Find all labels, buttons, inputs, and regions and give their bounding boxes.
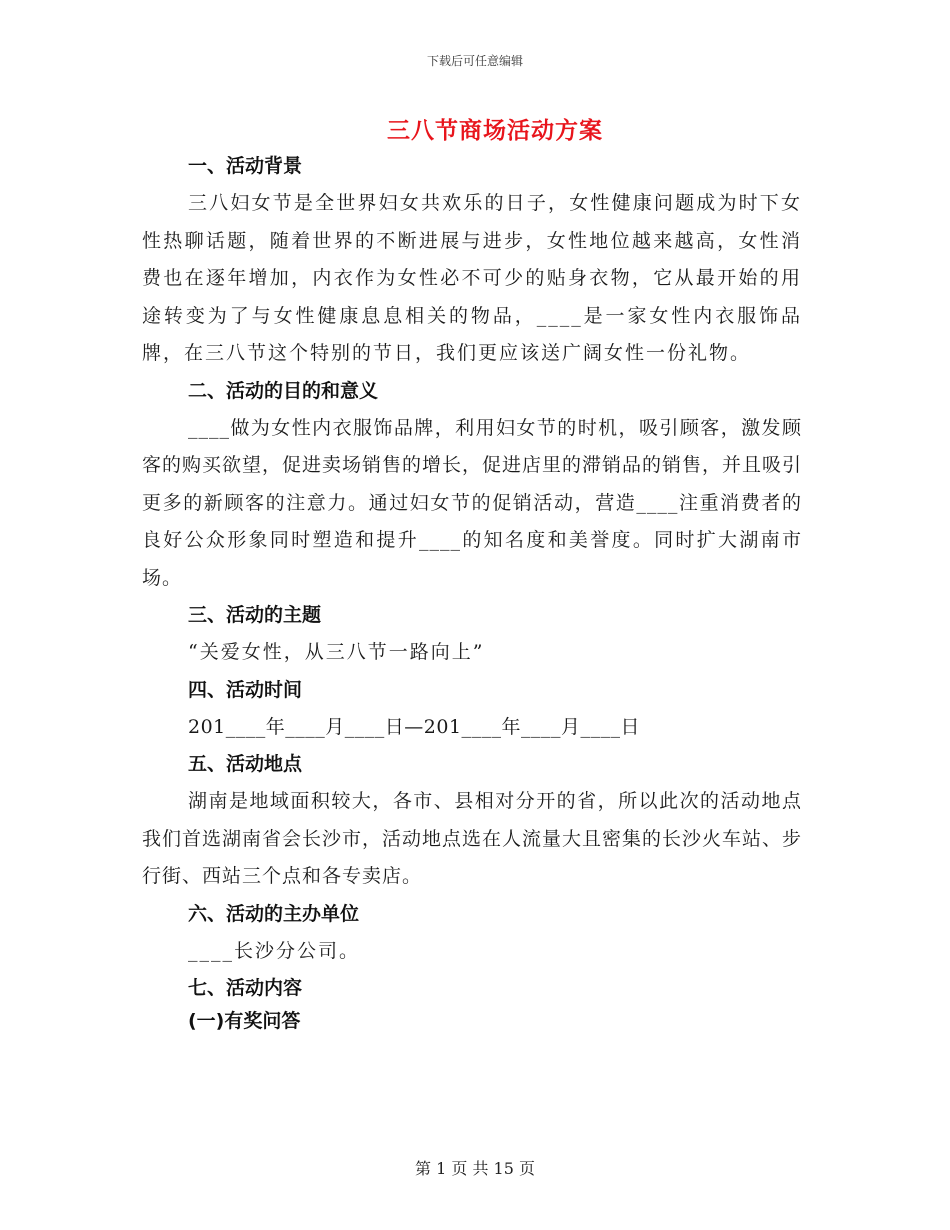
section-heading-content: 七、活动内容 (188, 977, 303, 999)
paragraph-organizer: ____长沙分公司。 (188, 939, 361, 962)
paragraph-time: 201____年____月____日—201____年____月____日 (188, 715, 641, 738)
section-heading-theme: 三、活动的主题 (188, 604, 322, 626)
section-heading-location: 五、活动地点 (188, 753, 303, 775)
paragraph-purpose: ____做为女性内衣服饰品牌，利用妇女节的时机，吸引顾客，激发顾客的购买欲望，促进卖场销售的增长，促进店里的滞销品的销售，并且吸引更多的新顾客的注意力。通过妇女节的促销活动，营造____注重消费者的良好公众形象同时塑造和提升____的知名度和美誉度。同时扩大湖南市场。 (142, 416, 803, 589)
document-body (142, 148, 802, 1040)
section-heading-background: 一、活动背景 (188, 155, 303, 177)
paragraph-location: 湖南是地域面积较大，各市、县相对分开的省，所以此次的活动地点我们首选湖南省会长沙市，活动地点选在人流量大且密集的长沙火车站、步行街、西站三个点和各专卖店。 (142, 790, 803, 887)
section-heading-purpose: 二、活动的目的和意义 (188, 379, 379, 402)
section-heading-organizer: 六、活动的主办单位 (188, 902, 360, 925)
section-heading-time: 四、活动时间 (188, 678, 303, 701)
page-header-note: 下载后可任意编辑 (426, 54, 523, 68)
document-title: 三八节商场活动方案 (387, 118, 603, 144)
subsection-heading-quiz: (一)有奖问答 (188, 1010, 301, 1032)
paragraph-theme: “关爱女性，从三八节一路向上” (188, 641, 485, 663)
paragraph-background: 三八妇女节是全世界妇女共欢乐的日子，女性健康问题成为时下女性热聊话题，随着世界的不断进展与进步，女性地位越来越高，女性消费也在逐年增加，内衣作为女性必不可少的贴身衣物，它从最开始的用途转变为了与女性健康息息相关的物品，____是一家女性内衣服饰品牌，在三八节这个特别的节日，我们更应该送广阔女性一份礼物。 (142, 192, 802, 364)
page-number: 第 1 页 共 15 页 (415, 1159, 535, 1178)
